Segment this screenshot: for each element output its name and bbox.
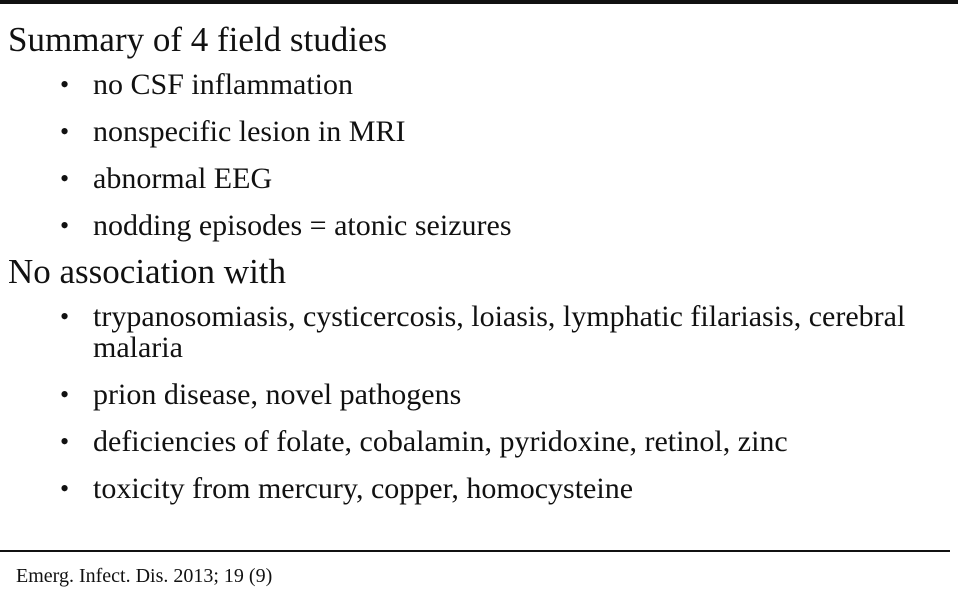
top-rule <box>0 0 958 4</box>
list-item-text: deficiencies of folate, cobalamin, pyridoxine, retinol, zinc <box>93 425 788 458</box>
bullet-icon: • <box>60 211 70 240</box>
bullet-icon: • <box>60 427 70 456</box>
section-heading-no-association: No association with <box>8 252 287 291</box>
list-item <box>60 156 948 203</box>
list-item <box>60 62 948 109</box>
bullet-icon: • <box>60 474 70 503</box>
list-item-text: toxicity from mercury, copper, homocysteine <box>93 472 634 505</box>
list-item <box>60 372 948 419</box>
no-association-section <box>8 250 948 513</box>
summary-bullet-list <box>8 62 948 250</box>
list-item-text: trypanosomiasis, cysticercosis, loiasis, lymphatic filariasis, cerebral malaria <box>93 300 906 364</box>
bullet-icon: • <box>60 117 70 146</box>
no-association-bullet-list <box>8 294 948 513</box>
list-item <box>60 109 948 156</box>
list-item <box>60 203 948 250</box>
list-item <box>60 419 948 466</box>
bullet-icon: • <box>60 302 70 331</box>
citation: Emerg. Infect. Dis. 2013; 19 (9) <box>16 565 273 587</box>
list-item <box>60 466 948 513</box>
list-item-text: nodding episodes = atonic seizures <box>93 209 512 242</box>
bullet-icon: • <box>60 70 70 99</box>
footer-rule <box>0 550 950 552</box>
list-item-text: no CSF inflammation <box>93 68 354 101</box>
slide-content <box>8 18 948 513</box>
list-item <box>60 294 948 372</box>
list-item-text: prion disease, novel pathogens <box>93 378 462 411</box>
bullet-icon: • <box>60 164 70 193</box>
section-heading-summary: Summary of 4 field studies <box>8 20 388 59</box>
summary-section <box>8 18 948 250</box>
list-item-text: nonspecific lesion in MRI <box>93 115 406 148</box>
bullet-icon: • <box>60 380 70 409</box>
list-item-text: abnormal EEG <box>93 162 273 195</box>
